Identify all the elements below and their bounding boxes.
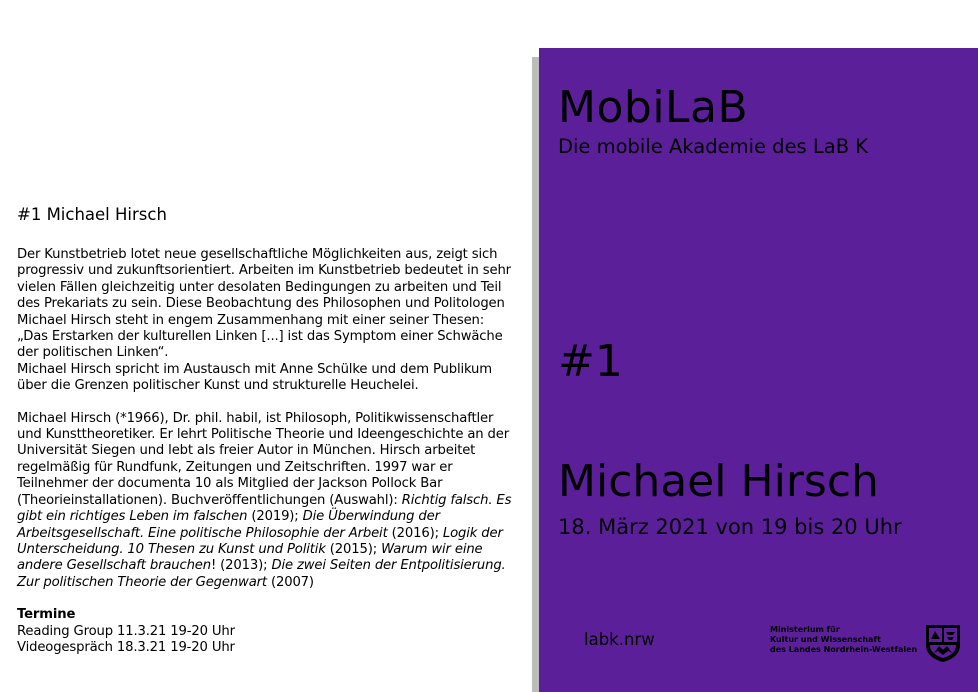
termin-item: Reading Group 11.3.21 19-20 Uhr <box>17 623 235 639</box>
book-title: Logik der Unterscheidung. 10 Thesen zu Kunst und Politik <box>17 525 503 557</box>
poster-subtitle: Die mobile Akademie des LaB K <box>558 135 869 158</box>
poster-number: #1 <box>558 336 623 387</box>
ministry-line: Kultur und Wissenschaft <box>770 635 881 644</box>
book-title: Warum wir eine andere Gesellschaft brauchen <box>17 541 483 574</box>
article-bio <box>17 411 517 591</box>
book-year: (2019); <box>247 509 303 525</box>
book-title: Richtig falsch. Es gibt ein richtiges Leben im falschen <box>17 492 512 525</box>
termine-title: Termine <box>17 607 76 623</box>
poster-speaker-name: Michael Hirsch <box>558 456 879 507</box>
book-year: (2007) <box>266 574 314 590</box>
book-title: Die Überwindung der Arbeitsgesellschaft. Eine politische Philosophie der Arbeit <box>17 509 440 541</box>
event-poster <box>539 48 978 692</box>
article-paragraph-1: Der Kunstbetrieb lotet neue gesellschaftliche Möglichkeiten aus, zeigt sich progressiv und zukunftsorientiert. Arbeiten im Kunstbetrieb bedeutet in sehr vielen Fällen gleichzeitig unter desolaten Bedingungen zu arbeiten und Teil des Prekariats zu sein. Diese Beobachtung des Philosophen und Politologen Michael Hirsch steht in engem Zusammenhang mit einer seiner Thesen: „Das Erstarken der kulturellen Linken [...] ist das Symptom einer Schwäche der politischen Linken“. <box>17 247 511 361</box>
bio-text: Michael Hirsch (*1966), Dr. phil. habil, ist Philosoph, Politikwissenschaftler und Kunsttheoretiker. Er lehrt Politische Theorie und Ideengeschichte an der Universität Siegen und lebt als freier Autor in München. Hirsch arbeitet regelmäßig für Rundfunk, Zeitungen und Zeitschriften. 1997 war er Teilnehmer der documenta 10 als Mitglied der Jackson Pollock Bar (Theorieinstallationen). Buchveröffentlichungen (Auswahl): <box>17 410 510 508</box>
termine-section <box>17 607 517 656</box>
book-year: ! (2013); <box>210 558 272 574</box>
poster-date: 18. März 2021 von 19 bis 20 Uhr <box>558 515 902 539</box>
poster-title: MobiLaB <box>558 82 749 133</box>
poster-url: labk.nrw <box>584 630 655 649</box>
book-year: (2015); <box>325 541 382 557</box>
ministry-line: Ministerium für <box>770 625 840 634</box>
ministry-line: des Landes Nordrhein-Westfalen <box>770 645 918 654</box>
termin-item: Videogespräch 18.3.21 19-20 Uhr <box>17 639 235 655</box>
book-title: Die zwei Seiten der Entpolitisierung. Zur politischen Theorie der Gegenwart <box>17 558 506 590</box>
ministry-logo-text <box>770 625 920 655</box>
article-paragraph-2: Michael Hirsch spricht im Austausch mit Anne Schülke und dem Publikum über die Grenzen politischer Kunst und strukturelle Heuchelei. <box>17 361 492 394</box>
article-column <box>17 205 517 656</box>
article-heading: #1 Michael Hirsch <box>17 205 167 224</box>
nrw-coat-of-arms-icon <box>923 623 963 663</box>
book-year: (2016); <box>387 525 443 541</box>
